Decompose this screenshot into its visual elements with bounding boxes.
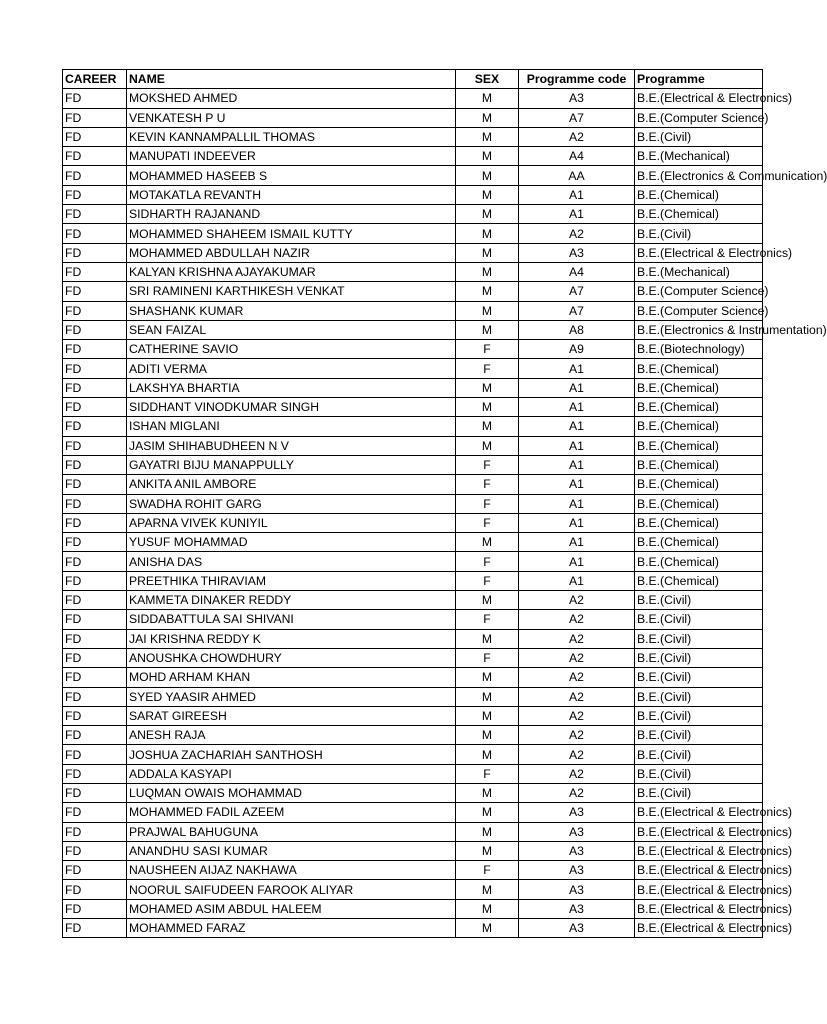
cell-career: FD [63, 436, 127, 455]
cell-name: LUQMAN OWAIS MOHAMMAD [127, 783, 456, 802]
cell-programme-code: A1 [519, 475, 635, 494]
cell-name: ANESH RAJA [127, 726, 456, 745]
table-row [63, 224, 763, 243]
table-row [63, 475, 763, 494]
table-row [63, 591, 763, 610]
table-row [63, 880, 763, 899]
cell-sex: M [456, 899, 519, 918]
cell-name: JOSHUA ZACHARIAH SANTHOSH [127, 745, 456, 764]
cell-name: JASIM SHIHABUDHEEN N V [127, 436, 456, 455]
cell-career: FD [63, 533, 127, 552]
table-row [63, 398, 763, 417]
cell-programme: B.E.(Chemical) [635, 571, 763, 590]
cell-programme-code: A1 [519, 513, 635, 532]
table-row [63, 919, 763, 938]
cell-programme: B.E.(Chemical) [635, 513, 763, 532]
cell-career: FD [63, 398, 127, 417]
cell-sex: M [456, 417, 519, 436]
cell-programme-code: A2 [519, 648, 635, 667]
cell-sex: F [456, 455, 519, 474]
cell-career: FD [63, 185, 127, 204]
cell-sex: M [456, 127, 519, 146]
table-row [63, 378, 763, 397]
cell-programme-code: A1 [519, 185, 635, 204]
cell-programme: B.E.(Electrical & Electronics) [635, 89, 763, 108]
cell-sex: M [456, 841, 519, 860]
cell-programme: B.E.(Electrical & Electronics) [635, 841, 763, 860]
cell-name: MOKSHED AHMED [127, 89, 456, 108]
cell-programme-code: A9 [519, 340, 635, 359]
cell-programme-code: A2 [519, 687, 635, 706]
cell-career: FD [63, 262, 127, 281]
cell-sex: F [456, 475, 519, 494]
cell-programme: B.E.(Computer Science) [635, 301, 763, 320]
cell-sex: M [456, 398, 519, 417]
cell-programme: B.E.(Civil) [635, 648, 763, 667]
cell-programme: B.E.(Civil) [635, 783, 763, 802]
table-row [63, 455, 763, 474]
cell-career: FD [63, 783, 127, 802]
cell-sex: F [456, 340, 519, 359]
cell-sex: M [456, 205, 519, 224]
cell-name: ISHAN MIGLANI [127, 417, 456, 436]
cell-programme: B.E.(Chemical) [635, 417, 763, 436]
cell-career: FD [63, 706, 127, 725]
table-row [63, 822, 763, 841]
table-row [63, 687, 763, 706]
cell-career: FD [63, 147, 127, 166]
cell-career: FD [63, 687, 127, 706]
table-row [63, 359, 763, 378]
cell-name: GAYATRI BIJU MANAPPULLY [127, 455, 456, 474]
cell-programme-code: A1 [519, 533, 635, 552]
cell-sex: M [456, 224, 519, 243]
cell-name: PRAJWAL BAHUGUNA [127, 822, 456, 841]
spreadsheet [62, 69, 827, 938]
cell-sex: F [456, 513, 519, 532]
cell-name: LAKSHYA BHARTIA [127, 378, 456, 397]
cell-career: FD [63, 108, 127, 127]
cell-programme-code: A2 [519, 783, 635, 802]
cell-career: FD [63, 841, 127, 860]
cell-name: KALYAN KRISHNA AJAYAKUMAR [127, 262, 456, 281]
cell-name: MOHAMMED SHAHEEM ISMAIL KUTTY [127, 224, 456, 243]
table-row [63, 262, 763, 281]
cell-name: VENKATESH P U [127, 108, 456, 127]
cell-sex: M [456, 822, 519, 841]
cell-career: FD [63, 726, 127, 745]
cell-career: FD [63, 205, 127, 224]
cell-programme-code: AA [519, 166, 635, 185]
cell-programme-code: A3 [519, 243, 635, 262]
cell-sex: M [456, 533, 519, 552]
table-row [63, 533, 763, 552]
table-row [63, 726, 763, 745]
cell-name: ANOUSHKA CHOWDHURY [127, 648, 456, 667]
table-row [63, 282, 763, 301]
cell-sex: M [456, 301, 519, 320]
table-row [63, 610, 763, 629]
cell-name: SARAT GIREESH [127, 706, 456, 725]
cell-career: FD [63, 610, 127, 629]
cell-programme: B.E.(Chemical) [635, 378, 763, 397]
table-row [63, 783, 763, 802]
cell-programme: B.E.(Chemical) [635, 185, 763, 204]
cell-sex: M [456, 262, 519, 281]
cell-programme-code: A1 [519, 359, 635, 378]
cell-name: ANISHA DAS [127, 552, 456, 571]
cell-programme-code: A2 [519, 224, 635, 243]
cell-career: FD [63, 571, 127, 590]
table-row [63, 803, 763, 822]
cell-sex: F [456, 359, 519, 378]
cell-sex: F [456, 494, 519, 513]
cell-programme-code: A2 [519, 591, 635, 610]
cell-programme-code: A7 [519, 282, 635, 301]
cell-programme: B.E.(Electrical & Electronics) [635, 822, 763, 841]
cell-name: PREETHIKA THIRAVIAM [127, 571, 456, 590]
cell-career: FD [63, 552, 127, 571]
cell-sex: M [456, 803, 519, 822]
table-row [63, 89, 763, 108]
table-row [63, 320, 763, 339]
cell-name: CATHERINE SAVIO [127, 340, 456, 359]
cell-sex: M [456, 783, 519, 802]
cell-programme: B.E.(Electrical & Electronics) [635, 880, 763, 899]
cell-name: SIDHARTH RAJANAND [127, 205, 456, 224]
cell-programme: B.E.(Chemical) [635, 398, 763, 417]
cell-name: SEAN FAIZAL [127, 320, 456, 339]
table-row [63, 340, 763, 359]
cell-career: FD [63, 417, 127, 436]
cell-career: FD [63, 166, 127, 185]
header-sex: SEX [456, 70, 519, 89]
cell-name: MOHAMMED HASEEB S [127, 166, 456, 185]
cell-programme: B.E.(Civil) [635, 224, 763, 243]
table-row [63, 127, 763, 146]
cell-name: MOTAKATLA REVANTH [127, 185, 456, 204]
cell-programme: B.E.(Chemical) [635, 436, 763, 455]
cell-programme: B.E.(Civil) [635, 610, 763, 629]
cell-programme: B.E.(Civil) [635, 629, 763, 648]
cell-career: FD [63, 359, 127, 378]
cell-programme: B.E.(Civil) [635, 706, 763, 725]
table-row [63, 841, 763, 860]
cell-career: FD [63, 919, 127, 938]
cell-name: MOHAMMED FADIL AZEEM [127, 803, 456, 822]
cell-programme: B.E.(Electrical & Electronics) [635, 803, 763, 822]
cell-sex: F [456, 648, 519, 667]
cell-programme-code: A7 [519, 108, 635, 127]
cell-programme-code: A3 [519, 919, 635, 938]
cell-sex: F [456, 552, 519, 571]
table-row [63, 301, 763, 320]
cell-programme-code: A1 [519, 205, 635, 224]
cell-career: FD [63, 745, 127, 764]
cell-programme-code: A8 [519, 320, 635, 339]
header-career: CAREER [63, 70, 127, 89]
cell-programme: B.E.(Chemical) [635, 475, 763, 494]
cell-career: FD [63, 494, 127, 513]
cell-career: FD [63, 224, 127, 243]
cell-name: MOHAMED ASIM ABDUL HALEEM [127, 899, 456, 918]
cell-sex: M [456, 108, 519, 127]
cell-name: JAI KRISHNA REDDY K [127, 629, 456, 648]
cell-career: FD [63, 475, 127, 494]
table-body [63, 89, 827, 938]
cell-programme-code: A1 [519, 398, 635, 417]
header-programme: Programme [635, 70, 763, 89]
cell-programme-code: A1 [519, 378, 635, 397]
cell-sex: M [456, 706, 519, 725]
cell-programme: B.E.(Biotechnology) [635, 340, 763, 359]
cell-name: MOHD ARHAM KHAN [127, 668, 456, 687]
cell-sex: M [456, 629, 519, 648]
cell-programme-code: A3 [519, 803, 635, 822]
table-row [63, 205, 763, 224]
cell-programme-code: A3 [519, 89, 635, 108]
cell-programme-code: A2 [519, 668, 635, 687]
cell-career: FD [63, 127, 127, 146]
cell-sex: F [456, 861, 519, 880]
cell-programme-code: A1 [519, 436, 635, 455]
cell-programme-code: A3 [519, 841, 635, 860]
cell-name: ANANDHU SASI KUMAR [127, 841, 456, 860]
cell-programme: B.E.(Mechanical) [635, 147, 763, 166]
header-programme-code: Programme code [519, 70, 635, 89]
table-row [63, 436, 763, 455]
cell-programme: B.E.(Chemical) [635, 205, 763, 224]
table-row [63, 861, 763, 880]
cell-programme: B.E.(Mechanical) [635, 262, 763, 281]
cell-programme: B.E.(Computer Science) [635, 108, 763, 127]
table-row [63, 571, 763, 590]
cell-name: MOHAMMED FARAZ [127, 919, 456, 938]
cell-programme-code: A3 [519, 822, 635, 841]
table-row [63, 648, 763, 667]
cell-programme-code: A2 [519, 610, 635, 629]
table-row [63, 668, 763, 687]
cell-sex: F [456, 764, 519, 783]
cell-programme-code: A2 [519, 127, 635, 146]
cell-programme-code: A2 [519, 745, 635, 764]
cell-sex: M [456, 378, 519, 397]
table-row [63, 147, 763, 166]
cell-career: FD [63, 455, 127, 474]
cell-sex: M [456, 726, 519, 745]
cell-programme-code: A2 [519, 764, 635, 783]
cell-programme-code: A1 [519, 552, 635, 571]
header-row [63, 70, 763, 89]
table-row [63, 706, 763, 725]
cell-programme-code: A1 [519, 455, 635, 474]
header-name: NAME [127, 70, 456, 89]
cell-programme-code: A2 [519, 629, 635, 648]
cell-programme-code: A2 [519, 706, 635, 725]
cell-programme-code: A2 [519, 726, 635, 745]
student-table [62, 69, 827, 938]
cell-career: FD [63, 89, 127, 108]
cell-programme: B.E.(Civil) [635, 687, 763, 706]
cell-name: KAMMETA DINAKER REDDY [127, 591, 456, 610]
table-row [63, 108, 763, 127]
cell-name: ADDALA KASYAPI [127, 764, 456, 783]
cell-career: FD [63, 861, 127, 880]
cell-name: MOHAMMED ABDULLAH NAZIR [127, 243, 456, 262]
cell-sex: F [456, 571, 519, 590]
cell-programme-code: A3 [519, 861, 635, 880]
cell-sex: M [456, 745, 519, 764]
cell-programme-code: A1 [519, 571, 635, 590]
cell-sex: M [456, 591, 519, 610]
cell-name: ADITI VERMA [127, 359, 456, 378]
cell-career: FD [63, 243, 127, 262]
cell-sex: M [456, 919, 519, 938]
cell-career: FD [63, 822, 127, 841]
cell-career: FD [63, 340, 127, 359]
cell-programme-code: A4 [519, 262, 635, 281]
cell-name: SYED YAASIR AHMED [127, 687, 456, 706]
cell-name: SWADHA ROHIT GARG [127, 494, 456, 513]
cell-name: SIDDHANT VINODKUMAR SINGH [127, 398, 456, 417]
cell-career: FD [63, 629, 127, 648]
cell-programme: B.E.(Civil) [635, 726, 763, 745]
cell-name: NOORUL SAIFUDEEN FAROOK ALIYAR [127, 880, 456, 899]
cell-name: APARNA VIVEK KUNIYIL [127, 513, 456, 532]
cell-programme: B.E.(Chemical) [635, 359, 763, 378]
cell-programme-code: A3 [519, 899, 635, 918]
table-row [63, 243, 763, 262]
cell-programme: B.E.(Chemical) [635, 533, 763, 552]
cell-programme: B.E.(Electrical & Electronics) [635, 861, 763, 880]
cell-programme: B.E.(Electronics & Instrumentation) [635, 320, 763, 339]
cell-programme: B.E.(Chemical) [635, 455, 763, 474]
cell-name: SIDDABATTULA SAI SHIVANI [127, 610, 456, 629]
cell-sex: M [456, 687, 519, 706]
cell-sex: M [456, 668, 519, 687]
table-row [63, 185, 763, 204]
cell-programme-code: A4 [519, 147, 635, 166]
cell-sex: F [456, 610, 519, 629]
cell-sex: M [456, 166, 519, 185]
cell-programme: B.E.(Electronics & Communication) [635, 166, 763, 185]
cell-programme: B.E.(Civil) [635, 591, 763, 610]
cell-career: FD [63, 764, 127, 783]
cell-programme-code: A7 [519, 301, 635, 320]
cell-career: FD [63, 591, 127, 610]
cell-sex: M [456, 880, 519, 899]
cell-career: FD [63, 513, 127, 532]
table-row [63, 764, 763, 783]
cell-sex: M [456, 243, 519, 262]
cell-sex: M [456, 282, 519, 301]
cell-sex: M [456, 147, 519, 166]
cell-career: FD [63, 320, 127, 339]
cell-programme: B.E.(Electrical & Electronics) [635, 919, 763, 938]
cell-career: FD [63, 668, 127, 687]
cell-programme: B.E.(Chemical) [635, 552, 763, 571]
cell-programme: B.E.(Electrical & Electronics) [635, 243, 763, 262]
table-row [63, 899, 763, 918]
cell-career: FD [63, 378, 127, 397]
cell-sex: M [456, 89, 519, 108]
cell-career: FD [63, 803, 127, 822]
cell-programme: B.E.(Chemical) [635, 494, 763, 513]
cell-programme-code: A3 [519, 880, 635, 899]
cell-name: YUSUF MOHAMMAD [127, 533, 456, 552]
cell-name: ANKITA ANIL AMBORE [127, 475, 456, 494]
cell-career: FD [63, 899, 127, 918]
cell-sex: M [456, 185, 519, 204]
cell-programme-code: A1 [519, 494, 635, 513]
cell-name: KEVIN KANNAMPALLIL THOMAS [127, 127, 456, 146]
cell-programme-code: A1 [519, 417, 635, 436]
cell-career: FD [63, 648, 127, 667]
cell-programme: B.E.(Civil) [635, 127, 763, 146]
table-row [63, 494, 763, 513]
cell-programme: B.E.(Electrical & Electronics) [635, 899, 763, 918]
cell-sex: M [456, 320, 519, 339]
cell-name: NAUSHEEN AIJAZ NAKHAWA [127, 861, 456, 880]
table-row [63, 552, 763, 571]
cell-name: SRI RAMINENI KARTHIKESH VENKAT [127, 282, 456, 301]
table-row [63, 629, 763, 648]
cell-programme: B.E.(Computer Science) [635, 282, 763, 301]
table-row [63, 745, 763, 764]
table-row [63, 513, 763, 532]
table-row [63, 166, 763, 185]
cell-career: FD [63, 282, 127, 301]
cell-programme: B.E.(Civil) [635, 668, 763, 687]
cell-name: MANUPATI INDEEVER [127, 147, 456, 166]
cell-programme: B.E.(Civil) [635, 764, 763, 783]
cell-sex: M [456, 436, 519, 455]
cell-programme: B.E.(Civil) [635, 745, 763, 764]
cell-career: FD [63, 880, 127, 899]
cell-career: FD [63, 301, 127, 320]
cell-name: SHASHANK KUMAR [127, 301, 456, 320]
table-row [63, 417, 763, 436]
